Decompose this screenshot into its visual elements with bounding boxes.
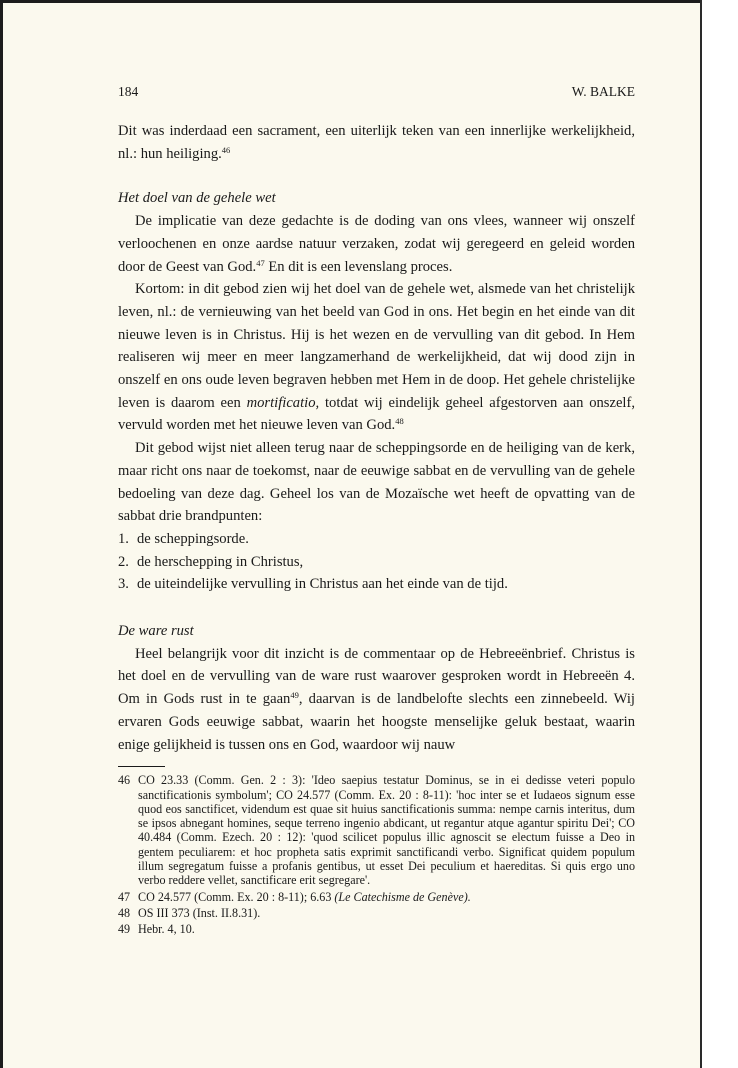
footnote-ref-48[interactable]: 48 — [395, 416, 404, 427]
footnotes — [118, 773, 635, 936]
paragraph-gebod: Dit gebod wijst niet alleen terug naar de scheppingsorde en de heiliging van de kerk, maar richt ons naar de toekomst, naar de eeuwige sabbat en de vervulling van de gehele bedoeling van deze dag. Geheel los van de Mozaïsche wet heeft de opvatting van de sabbat drie brandpunten: — [118, 440, 635, 525]
page-number: 184 — [118, 84, 139, 99]
footnote-ref-49[interactable]: 49 — [290, 690, 299, 701]
paragraph-implicatie: De implicatie van deze gedachte is de doding van ons vlees, wanneer wij onszelf verloochenen en onze aardse natuur verzaken, zodat wij geregeerd en geleid worden door de Geest van God.$^{47}$ En dit is een levenslang proces. — [118, 213, 635, 275]
running-author: W. BALKE — [571, 84, 635, 99]
footnote-ref-46[interactable]: 46 — [221, 144, 231, 155]
footnote-49: 49 Hebr. 4, 10. — [118, 922, 195, 937]
page-edge — [700, 0, 738, 1068]
paragraph-belangrijk: Heel belangrijk voor dit inzicht is de commentaar op de Hebreeënbrief. Christus is het doel en de vervulling van de ware rust waarover gesproken wordt in Hebreeën 4. Om in Gods rust in te gaan$^{49}$, daarvan is de landbelofte slechts een zinnebeeld. Wij ervaren Gods eeuwige sabbat, waarin het hoogste menselijke geluk bestaat, waarin enige gelijkheid is tussen ons en God, waardoor wij nauw — [118, 645, 635, 753]
paragraph-kortom: Kortom: in dit gebod zien wij het doel van de gehele wet, alsmede van het christelijk leven, nl.: de vernieuwing van het beeld van God in ons. Het begin en het einde van dit nieuwe leven is in Christus. Hij is het wezen en de vervulling van dit gebod. In Hem realiseren wij meer en meer langzamerhand de werkelijkheid, dat wij dood zijn in onszelf en ons oude leven begraven hebben met Hem in de doop. Het gehele christelijke leven is daarom een mortificatio, totdat wij eindelijk geheel afgestorven aan onszelf, vervuld worden met het nieuwe leven van God.$^{48}$ — [118, 281, 635, 434]
list-item: 3. de uiteindelijke vervulling in Christus aan het einde van de tijd. — [118, 576, 508, 593]
footnote-48: 48 OS III 373 (Inst. II.8.31). — [118, 905, 261, 920]
footnote-ref-47[interactable]: 47 — [256, 257, 265, 268]
page-content — [118, 82, 635, 939]
opening-paragraph: Dit was inderdaad een sacrament, een uiterlijk teken van een innerlijke werkelijkheid, nl.: hun heiliging.$^{46}$ — [118, 123, 635, 162]
numbered-list — [118, 528, 635, 596]
section-heading-doel: Het doel van de gehele wet — [118, 190, 276, 207]
list-item: 1. de scheppingsorde. — [118, 530, 249, 547]
section-heading-rust: De ware rust — [118, 623, 194, 640]
footnote-46: 46 CO 23.33 (Comm. Gen. 2 : 3): 'Ideo saepius testatur Dominus, se in ei dedisse veteri populo sanctificationis symbolum'; CO 24.577 (Comm. Ex. 20 : 8-11): 'hoc inter se et Iudaeos signum esse quod eos sanctificet, videndum est quae sit huius sanctificationis summa: nempe carnis interitus, dum se ipsos abnegant homines, seque terreno ingenio abdicant, ut regantur atque agantur spiritu Dei'; CO 40.484 (Comm. Ezech. 20 : 12): 'quod scilicet populus illic agnoscit se electum fuisse a Deo in gentem peculiarem: et hoc propheta satis exprimit sanctificandi verbo. Significat quidem populum illum segregatum fuisse a profanis gentibus, ut esset Dei peculium et haereditas. Si quis ergo uno verbo reddere vellet, sanctificare erit segregare'. — [118, 773, 635, 888]
footnote-divider — [118, 766, 165, 767]
running-header — [118, 82, 635, 101]
list-item: 2. de herschepping in Christus, — [118, 553, 304, 570]
body-text — [118, 120, 635, 756]
footnote-47: 47 CO 24.577 (Comm. Ex. 20 : 8-11); 6.63 (Le Catechisme de Genève). — [118, 889, 471, 904]
